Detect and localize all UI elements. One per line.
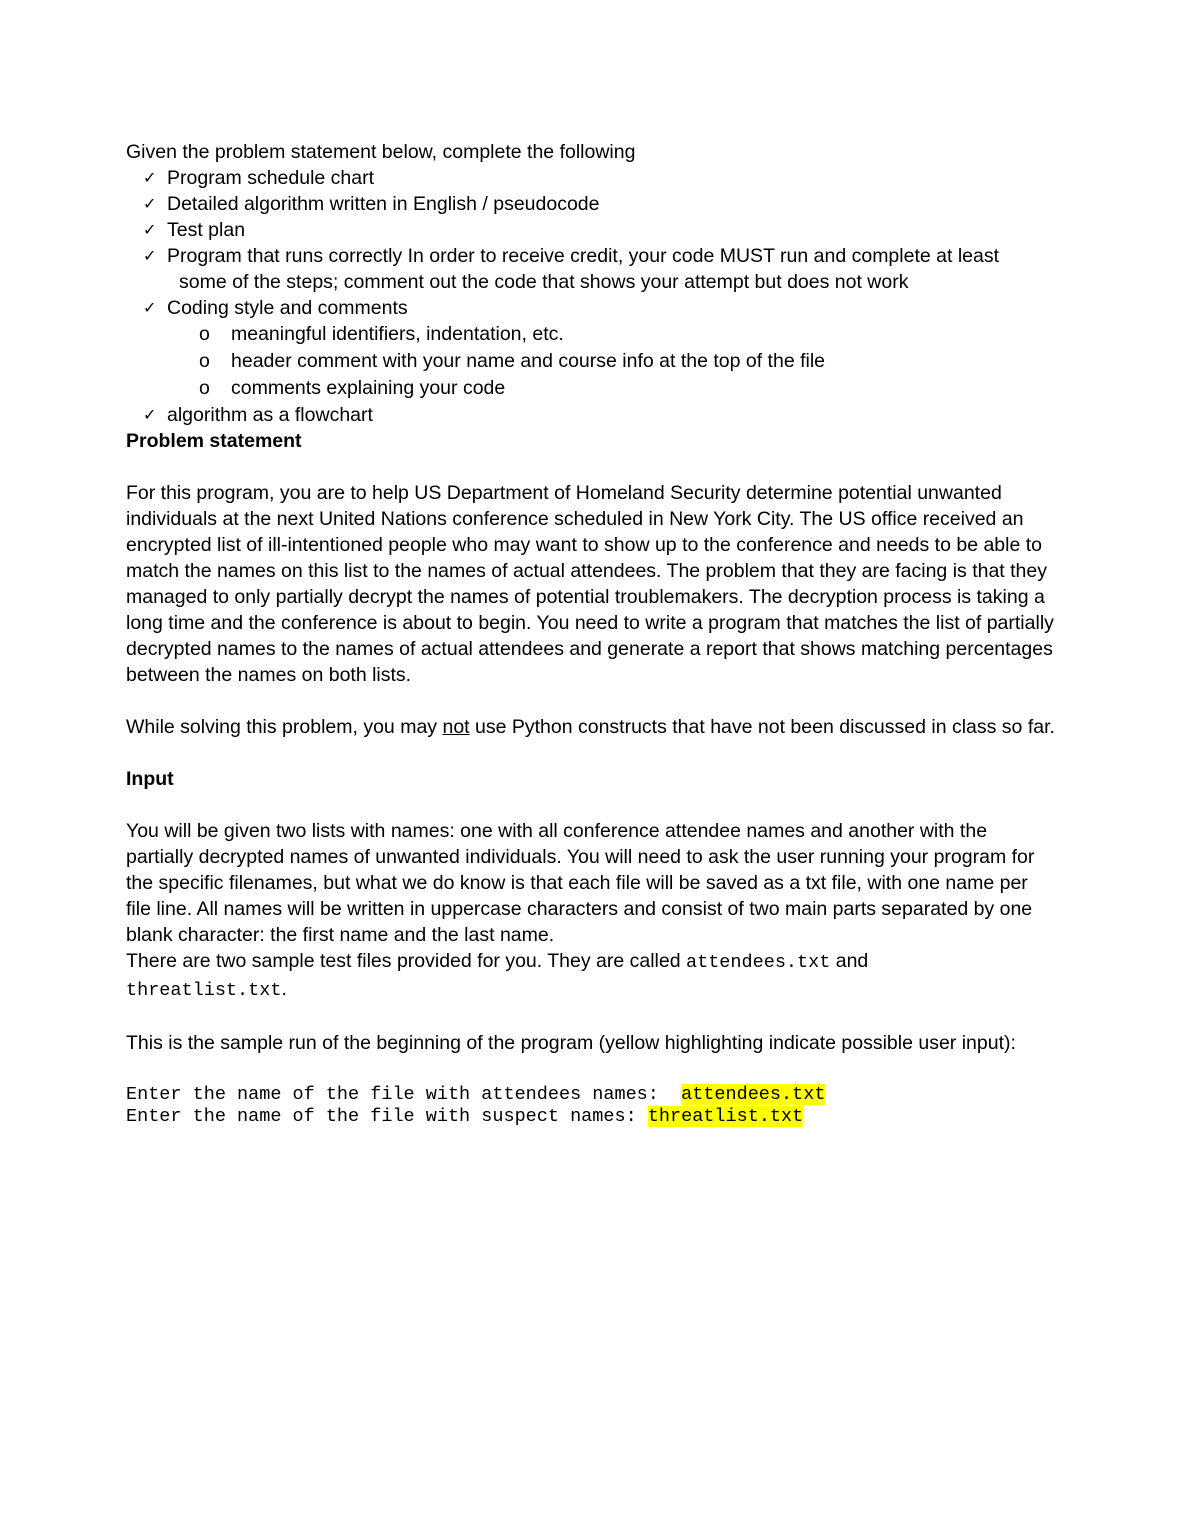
code-prompt: Enter the name of the file with suspect names:	[126, 1106, 648, 1127]
code-user-input: attendees.txt	[681, 1084, 826, 1105]
requirements-checklist	[126, 165, 1056, 321]
attendees-filename: attendees.txt	[686, 952, 831, 973]
sample-files-end: .	[281, 978, 287, 1000]
sample-run-code	[126, 1084, 1056, 1128]
sample-files-text: There are two sample test files provided for you. They are called	[126, 950, 686, 972]
sample-files-and: and	[830, 950, 869, 972]
sub-list-item-label: header comment with your name and course info at the top of the file	[231, 350, 826, 372]
checkmark-icon: ✓	[143, 168, 157, 187]
checklist-item-label: Detailed algorithm written in English / pseudocode	[167, 193, 600, 215]
input-paragraph: You will be given two lists with names: one with all conference attendee names and another with the partially decrypted names of unwanted individuals. You will need to ask the user running your program for the specific filenames, but what we do know is that each file will be saved as a txt file, with one name per file line. All names will be written in uppercase characters and consist of two main parts separated by one blank character: the first name and the last name.	[126, 820, 1035, 946]
problem-paragraph: For this program, you are to help US Department of Homeland Security determine potential unwanted individuals at the next United Nations conference scheduled in New York City. The US office received an encrypted list of ill-intentioned people who may want to show up to the conference and needs to be able to match the names on this list to the names of actual attendees. The problem that they are facing is that they managed to only partially decrypt the names of potential troublemakers. The decryption process is taking a long time and the conference is about to begin. You need to write a program that matches the list of partially decrypted names to the names of actual attendees and generate a report that shows matching percentages between the names on both lists.	[126, 482, 1054, 686]
input-heading: Input	[126, 768, 174, 790]
sub-list-item-label: meaningful identifiers, indentation, etc.	[231, 323, 564, 345]
requirements-checklist-continued	[126, 402, 1056, 428]
threatlist-filename: threatlist.txt	[126, 980, 282, 1001]
checklist-item	[126, 217, 1056, 243]
checkmark-icon: ✓	[143, 246, 157, 265]
sub-list-item	[126, 375, 1056, 402]
code-line	[126, 1084, 1056, 1106]
checklist-item-label: Program schedule chart	[167, 167, 375, 189]
checklist-item-label: Coding style and comments	[167, 297, 408, 319]
constraint-text-after: use Python constructs that have not been discussed in class so far.	[469, 716, 1055, 738]
code-line	[126, 1106, 1056, 1128]
code-user-input: threatlist.txt	[647, 1106, 804, 1127]
constraint-text-before: While solving this problem, you may	[126, 716, 443, 738]
circle-bullet-icon: o	[199, 377, 210, 399]
checklist-item-label: Program that runs correctly In order to receive credit, your code MUST run and complete at least	[167, 245, 1000, 267]
checklist-item	[126, 191, 1056, 217]
checkmark-icon: ✓	[143, 194, 157, 213]
checklist-item	[126, 165, 1056, 191]
sample-run-text: This is the sample run of the beginning of the program (yellow highlighting indicate possible user input):	[126, 1032, 1016, 1054]
constraint-paragraph	[126, 714, 1056, 740]
intro-text: Given the problem statement below, complete the following	[126, 141, 636, 163]
problem-heading: Problem statement	[126, 430, 302, 452]
coding-style-sublist	[126, 321, 1056, 402]
sample-files-paragraph	[126, 948, 1056, 1004]
sub-list-item-label: comments explaining your code	[231, 377, 506, 399]
checklist-item-continuation: some of the steps; comment out the code that shows your attempt but does not work	[179, 271, 909, 293]
sub-list-item	[126, 321, 1056, 348]
checklist-item	[126, 243, 1056, 295]
checkmark-icon: ✓	[143, 220, 157, 239]
checklist-item-label: Test plan	[167, 219, 246, 241]
checkmark-icon: ✓	[143, 405, 157, 424]
sub-list-item	[126, 348, 1056, 375]
circle-bullet-icon: o	[199, 350, 210, 372]
constraint-emphasis: not	[442, 716, 470, 738]
checkmark-icon: ✓	[143, 298, 157, 317]
checklist-item-label: algorithm as a flowchart	[167, 404, 373, 426]
document-page	[126, 139, 1056, 1128]
code-prompt: Enter the name of the file with attendees names:	[126, 1084, 682, 1105]
checklist-item	[126, 295, 1056, 321]
circle-bullet-icon: o	[199, 323, 210, 345]
checklist-item	[126, 402, 1056, 428]
